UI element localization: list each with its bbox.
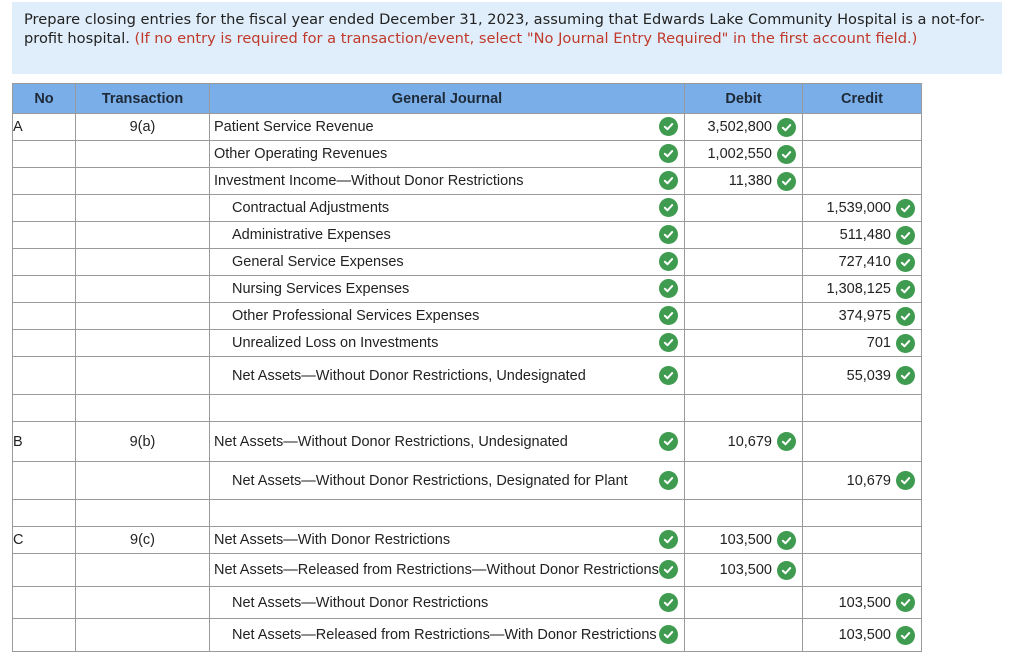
checkmark-circle-icon [659, 117, 678, 136]
account-field[interactable] [210, 395, 685, 422]
table-row [13, 330, 922, 357]
cell-no [13, 249, 76, 276]
cell-transaction [76, 276, 210, 303]
account-name: Net Assets—Released from Restrictions—With Donor Restrictions [232, 627, 657, 643]
debit-field[interactable] [685, 422, 803, 462]
checkmark-circle-icon [659, 306, 678, 325]
table-row [13, 303, 922, 330]
cell-transaction [76, 222, 210, 249]
cell-no [13, 619, 76, 652]
debit-amount: 103,500 [719, 532, 772, 548]
debit-field[interactable] [685, 587, 803, 619]
cell-no [13, 554, 76, 587]
debit-field[interactable] [685, 303, 803, 330]
checkmark-circle-icon [896, 280, 915, 299]
debit-field[interactable] [685, 619, 803, 652]
checkmark-circle-icon [896, 253, 915, 272]
account-field[interactable] [210, 222, 685, 249]
account-name: Net Assets—Without Donor Restrictions, Undesignated [232, 367, 586, 384]
account-name: Net Assets—Without Donor Restrictions [232, 594, 489, 611]
instructions-text: Prepare closing entries for the fiscal year ended December 31, 2023, assuming that Edwards Lake Community Hospital is a not-for-profit hospital. [24, 11, 985, 47]
checkmark-circle-icon [896, 307, 915, 326]
account-field[interactable] [210, 276, 685, 303]
debit-field[interactable] [685, 357, 803, 395]
checkmark-circle-icon [659, 366, 678, 385]
table-row [13, 114, 922, 141]
credit-amount: 1,308,125 [826, 281, 891, 297]
credit-amount: 511,480 [839, 227, 891, 243]
debit-amount: 10,679 [727, 433, 772, 450]
credit-field[interactable] [803, 195, 922, 222]
header-credit: Credit [803, 84, 922, 114]
credit-field[interactable] [803, 330, 922, 357]
checkmark-circle-icon [659, 252, 678, 271]
cell-transaction [76, 500, 210, 527]
cell-transaction [76, 462, 210, 500]
debit-field[interactable] [685, 141, 803, 168]
account-field[interactable] [210, 554, 685, 587]
checkmark-circle-icon [777, 118, 796, 137]
account-name: Investment Income—Without Donor Restrictions [214, 173, 524, 189]
cell-no: B [13, 422, 76, 462]
checkmark-circle-icon [896, 593, 915, 612]
table-row [13, 168, 922, 195]
credit-field[interactable] [803, 395, 922, 422]
cell-no [13, 195, 76, 222]
table-row [13, 249, 922, 276]
debit-field[interactable] [685, 249, 803, 276]
cell-transaction [76, 330, 210, 357]
debit-field[interactable] [685, 168, 803, 195]
header-general-journal: General Journal [210, 84, 685, 114]
header-transaction: Transaction [76, 84, 210, 114]
credit-field[interactable] [803, 276, 922, 303]
journal-entry-table [12, 83, 922, 652]
account-name: Nursing Services Expenses [232, 281, 410, 297]
credit-amount: 1,539,000 [826, 200, 891, 216]
checkmark-circle-icon [896, 366, 915, 385]
account-name: Other Professional Services Expenses [232, 308, 480, 324]
account-field[interactable] [210, 619, 685, 652]
checkmark-circle-icon [659, 560, 678, 579]
checkmark-circle-icon [777, 561, 796, 580]
debit-amount: 3,502,800 [707, 119, 772, 135]
credit-field[interactable] [803, 168, 922, 195]
checkmark-circle-icon [659, 593, 678, 612]
cell-transaction [76, 395, 210, 422]
credit-field[interactable] [803, 141, 922, 168]
cell-transaction [76, 195, 210, 222]
account-field[interactable] [210, 422, 685, 462]
account-name: Net Assets—Without Donor Restrictions, Designated for Plant [232, 472, 628, 489]
table-row [13, 619, 922, 652]
account-name: Net Assets—Released from Restrictions—Without Donor Restrictions [214, 562, 659, 578]
table-row [13, 422, 922, 462]
table-row [13, 587, 922, 619]
header-debit: Debit [685, 84, 803, 114]
debit-field[interactable] [685, 395, 803, 422]
table-row-empty [13, 395, 922, 422]
account-field[interactable] [210, 357, 685, 395]
cell-transaction [76, 619, 210, 652]
cell-transaction [76, 303, 210, 330]
account-field[interactable] [210, 587, 685, 619]
debit-field[interactable] [685, 195, 803, 222]
checkmark-circle-icon [659, 198, 678, 217]
cell-transaction: 9(a) [76, 114, 210, 141]
debit-amount: 11,380 [728, 173, 772, 189]
cell-no [13, 395, 76, 422]
account-name: Net Assets—With Donor Restrictions [214, 532, 451, 548]
account-name: Unrealized Loss on Investments [232, 335, 439, 351]
cell-no [13, 330, 76, 357]
table-row [13, 276, 922, 303]
credit-field[interactable] [803, 249, 922, 276]
account-field[interactable] [210, 195, 685, 222]
account-field[interactable] [210, 141, 685, 168]
account-name: Other Operating Revenues [214, 146, 388, 162]
checkmark-circle-icon [659, 471, 678, 490]
credit-field[interactable] [803, 222, 922, 249]
debit-field[interactable] [685, 527, 803, 554]
checkmark-circle-icon [659, 432, 678, 451]
journal-body [13, 114, 922, 652]
debit-amount: 1,002,550 [707, 146, 772, 162]
cell-no [13, 303, 76, 330]
credit-field[interactable] [803, 114, 922, 141]
account-name: Contractual Adjustments [232, 200, 390, 216]
checkmark-circle-icon [659, 530, 678, 549]
credit-field[interactable] [803, 303, 922, 330]
credit-amount: 55,039 [846, 367, 891, 384]
credit-amount: 727,410 [838, 254, 891, 270]
cell-transaction [76, 249, 210, 276]
credit-field[interactable] [803, 462, 922, 500]
cell-no [13, 587, 76, 619]
cell-no [13, 276, 76, 303]
account-name: General Service Expenses [232, 254, 404, 270]
account-field[interactable] [210, 114, 685, 141]
cell-transaction [76, 141, 210, 168]
cell-no [13, 168, 76, 195]
checkmark-circle-icon [777, 145, 796, 164]
debit-field[interactable] [685, 462, 803, 500]
cell-no [13, 462, 76, 500]
account-name: Net Assets—Without Donor Restrictions, Undesignated [214, 433, 568, 450]
checkmark-circle-icon [896, 199, 915, 218]
credit-amount: 103,500 [838, 627, 891, 643]
account-field[interactable] [210, 462, 685, 500]
account-field[interactable] [210, 527, 685, 554]
table-row [13, 527, 922, 554]
cell-no: C [13, 527, 76, 554]
instructions-panel [12, 2, 1002, 74]
debit-field[interactable] [685, 276, 803, 303]
cell-transaction: 9(c) [76, 527, 210, 554]
checkmark-circle-icon [659, 171, 678, 190]
checkmark-circle-icon [659, 225, 678, 244]
cell-no: A [13, 114, 76, 141]
credit-field[interactable] [803, 587, 922, 619]
cell-transaction [76, 357, 210, 395]
checkmark-circle-icon [896, 334, 915, 353]
table-row [13, 141, 922, 168]
debit-amount: 103,500 [719, 562, 772, 578]
table-row [13, 462, 922, 500]
checkmark-circle-icon [777, 531, 796, 550]
header-no: No [13, 84, 76, 114]
credit-field[interactable] [803, 500, 922, 527]
debit-field[interactable] [685, 330, 803, 357]
account-field[interactable] [210, 500, 685, 527]
cell-no [13, 357, 76, 395]
checkmark-circle-icon [659, 144, 678, 163]
debit-field[interactable] [685, 500, 803, 527]
credit-field[interactable] [803, 619, 922, 652]
debit-field[interactable] [685, 554, 803, 587]
cell-transaction [76, 587, 210, 619]
credit-amount: 374,975 [838, 308, 891, 324]
credit-amount: 10,679 [846, 472, 891, 489]
credit-field[interactable] [803, 527, 922, 554]
account-field[interactable] [210, 303, 685, 330]
debit-field[interactable] [685, 222, 803, 249]
credit-amount: 701 [866, 335, 891, 351]
table-header-row [13, 84, 922, 114]
cell-no [13, 222, 76, 249]
checkmark-circle-icon [777, 432, 796, 451]
checkmark-circle-icon [659, 625, 678, 644]
checkmark-circle-icon [896, 471, 915, 490]
checkmark-circle-icon [777, 172, 796, 191]
cell-transaction [76, 168, 210, 195]
debit-field[interactable] [685, 114, 803, 141]
checkmark-circle-icon [659, 333, 678, 352]
table-row [13, 195, 922, 222]
checkmark-circle-icon [659, 279, 678, 298]
credit-field[interactable] [803, 422, 922, 462]
table-row [13, 357, 922, 395]
checkmark-circle-icon [896, 226, 915, 245]
account-field[interactable] [210, 330, 685, 357]
credit-amount: 103,500 [838, 594, 891, 611]
credit-field[interactable] [803, 357, 922, 395]
instructions-hint: (If no entry is required for a transaction/event, select "No Journal Entry Required" in the first account field.) [134, 30, 918, 47]
cell-no [13, 141, 76, 168]
checkmark-circle-icon [896, 626, 915, 645]
table-row [13, 222, 922, 249]
cell-transaction [76, 554, 210, 587]
account-name: Patient Service Revenue [214, 119, 374, 135]
cell-transaction: 9(b) [76, 422, 210, 462]
account-field[interactable] [210, 168, 685, 195]
account-field[interactable] [210, 249, 685, 276]
table-row [13, 554, 922, 587]
cell-no [13, 500, 76, 527]
account-name: Administrative Expenses [232, 227, 391, 243]
credit-field[interactable] [803, 554, 922, 587]
table-row-empty [13, 500, 922, 527]
